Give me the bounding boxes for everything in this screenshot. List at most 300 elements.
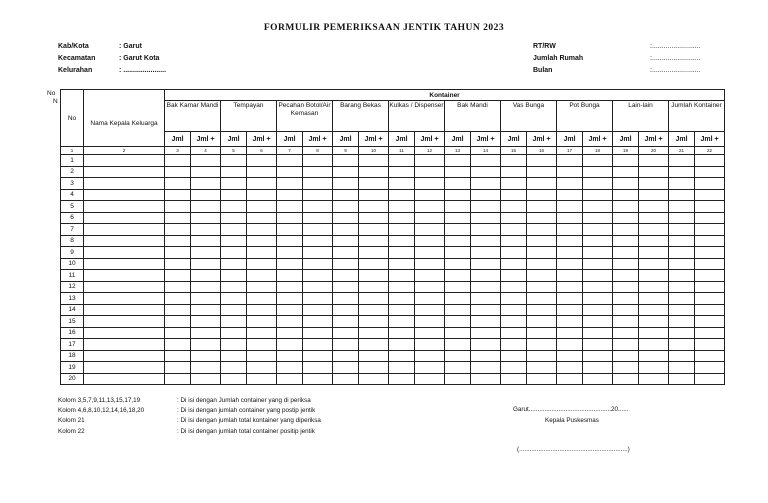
count-cell[interactable] [221,281,247,293]
count-cell[interactable] [247,224,277,236]
count-cell[interactable] [471,189,501,201]
count-cell[interactable] [695,212,725,224]
count-cell[interactable] [639,224,669,236]
count-cell[interactable] [333,155,359,167]
count-cell[interactable] [527,373,557,385]
count-cell[interactable] [247,189,277,201]
count-cell[interactable] [527,304,557,316]
count-cell[interactable] [277,258,303,270]
count-cell[interactable] [695,247,725,259]
count-cell[interactable] [471,293,501,305]
count-cell[interactable] [247,327,277,339]
name-cell[interactable] [84,270,165,282]
count-cell[interactable] [303,293,333,305]
count-cell[interactable] [695,224,725,236]
count-cell[interactable] [359,247,389,259]
count-cell[interactable] [277,155,303,167]
count-cell[interactable] [277,373,303,385]
count-cell[interactable] [389,212,415,224]
count-cell[interactable] [583,362,613,374]
count-cell[interactable] [527,350,557,362]
count-cell[interactable] [191,201,221,213]
count-cell[interactable] [359,281,389,293]
count-cell[interactable] [639,281,669,293]
count-cell[interactable] [613,350,639,362]
count-cell[interactable] [277,362,303,374]
count-cell[interactable] [501,155,527,167]
count-cell[interactable] [695,339,725,351]
count-cell[interactable] [277,201,303,213]
count-cell[interactable] [415,178,445,190]
count-cell[interactable] [389,178,415,190]
count-cell[interactable] [613,224,639,236]
count-cell[interactable] [165,201,191,213]
count-cell[interactable] [165,212,191,224]
count-cell[interactable] [277,178,303,190]
count-cell[interactable] [333,350,359,362]
count-cell[interactable] [583,339,613,351]
count-cell[interactable] [165,339,191,351]
count-cell[interactable] [669,293,695,305]
count-cell[interactable] [247,178,277,190]
count-cell[interactable] [445,304,471,316]
count-cell[interactable] [471,339,501,351]
count-cell[interactable] [191,362,221,374]
count-cell[interactable] [277,224,303,236]
count-cell[interactable] [277,235,303,247]
count-cell[interactable] [557,270,583,282]
count-cell[interactable] [471,166,501,178]
count-cell[interactable] [303,316,333,328]
count-cell[interactable] [389,201,415,213]
count-cell[interactable] [669,212,695,224]
count-cell[interactable] [191,304,221,316]
count-cell[interactable] [247,339,277,351]
count-cell[interactable] [613,155,639,167]
count-cell[interactable] [303,281,333,293]
count-cell[interactable] [527,293,557,305]
count-cell[interactable] [583,212,613,224]
count-cell[interactable] [389,373,415,385]
count-cell[interactable] [669,350,695,362]
count-cell[interactable] [247,201,277,213]
count-cell[interactable] [415,362,445,374]
count-cell[interactable] [557,327,583,339]
count-cell[interactable] [303,362,333,374]
count-cell[interactable] [191,350,221,362]
count-cell[interactable] [191,189,221,201]
count-cell[interactable] [445,339,471,351]
count-cell[interactable] [501,281,527,293]
count-cell[interactable] [501,201,527,213]
count-cell[interactable] [471,327,501,339]
name-cell[interactable] [84,304,165,316]
count-cell[interactable] [445,189,471,201]
count-cell[interactable] [165,166,191,178]
count-cell[interactable] [191,178,221,190]
count-cell[interactable] [501,293,527,305]
count-cell[interactable] [557,293,583,305]
count-cell[interactable] [277,281,303,293]
count-cell[interactable] [613,293,639,305]
count-cell[interactable] [221,201,247,213]
count-cell[interactable] [669,316,695,328]
count-cell[interactable] [669,201,695,213]
count-cell[interactable] [695,178,725,190]
count-cell[interactable] [639,212,669,224]
count-cell[interactable] [333,304,359,316]
count-cell[interactable] [613,316,639,328]
name-cell[interactable] [84,201,165,213]
count-cell[interactable] [695,258,725,270]
count-cell[interactable] [471,247,501,259]
count-cell[interactable] [527,339,557,351]
count-cell[interactable] [389,258,415,270]
count-cell[interactable] [389,293,415,305]
name-cell[interactable] [84,155,165,167]
count-cell[interactable] [165,293,191,305]
count-cell[interactable] [501,316,527,328]
count-cell[interactable] [527,201,557,213]
count-cell[interactable] [191,316,221,328]
count-cell[interactable] [557,212,583,224]
count-cell[interactable] [695,270,725,282]
count-cell[interactable] [527,270,557,282]
count-cell[interactable] [445,281,471,293]
count-cell[interactable] [639,178,669,190]
count-cell[interactable] [333,327,359,339]
count-cell[interactable] [669,270,695,282]
count-cell[interactable] [639,373,669,385]
count-cell[interactable] [639,293,669,305]
count-cell[interactable] [277,247,303,259]
count-cell[interactable] [445,178,471,190]
count-cell[interactable] [613,327,639,339]
count-cell[interactable] [303,224,333,236]
count-cell[interactable] [165,362,191,374]
count-cell[interactable] [359,362,389,374]
count-cell[interactable] [445,316,471,328]
count-cell[interactable] [695,189,725,201]
count-cell[interactable] [557,224,583,236]
count-cell[interactable] [557,339,583,351]
name-cell[interactable] [84,373,165,385]
name-cell[interactable] [84,166,165,178]
count-cell[interactable] [333,178,359,190]
count-cell[interactable] [333,362,359,374]
count-cell[interactable] [669,235,695,247]
name-cell[interactable] [84,281,165,293]
count-cell[interactable] [471,201,501,213]
count-cell[interactable] [527,362,557,374]
count-cell[interactable] [415,281,445,293]
count-cell[interactable] [471,270,501,282]
name-cell[interactable] [84,189,165,201]
count-cell[interactable] [583,304,613,316]
count-cell[interactable] [191,212,221,224]
name-cell[interactable] [84,178,165,190]
count-cell[interactable] [415,258,445,270]
count-cell[interactable] [639,270,669,282]
count-cell[interactable] [333,316,359,328]
count-cell[interactable] [669,304,695,316]
name-cell[interactable] [84,350,165,362]
count-cell[interactable] [639,166,669,178]
count-cell[interactable] [583,155,613,167]
count-cell[interactable] [277,166,303,178]
count-cell[interactable] [669,258,695,270]
count-cell[interactable] [389,350,415,362]
count-cell[interactable] [695,373,725,385]
count-cell[interactable] [501,327,527,339]
count-cell[interactable] [303,201,333,213]
count-cell[interactable] [415,373,445,385]
count-cell[interactable] [221,316,247,328]
count-cell[interactable] [191,166,221,178]
count-cell[interactable] [501,212,527,224]
count-cell[interactable] [303,304,333,316]
count-cell[interactable] [389,270,415,282]
count-cell[interactable] [303,270,333,282]
count-cell[interactable] [613,270,639,282]
count-cell[interactable] [445,155,471,167]
count-cell[interactable] [527,178,557,190]
count-cell[interactable] [415,327,445,339]
count-cell[interactable] [277,189,303,201]
count-cell[interactable] [695,327,725,339]
count-cell[interactable] [471,281,501,293]
count-cell[interactable] [639,304,669,316]
count-cell[interactable] [247,293,277,305]
count-cell[interactable] [501,258,527,270]
count-cell[interactable] [613,373,639,385]
count-cell[interactable] [613,304,639,316]
count-cell[interactable] [333,189,359,201]
count-cell[interactable] [613,258,639,270]
count-cell[interactable] [333,235,359,247]
count-cell[interactable] [613,281,639,293]
count-cell[interactable] [669,281,695,293]
count-cell[interactable] [359,189,389,201]
count-cell[interactable] [583,327,613,339]
count-cell[interactable] [221,350,247,362]
count-cell[interactable] [247,258,277,270]
count-cell[interactable] [191,155,221,167]
count-cell[interactable] [333,224,359,236]
count-cell[interactable] [557,258,583,270]
count-cell[interactable] [247,247,277,259]
count-cell[interactable] [415,155,445,167]
count-cell[interactable] [191,373,221,385]
count-cell[interactable] [583,293,613,305]
count-cell[interactable] [221,373,247,385]
count-cell[interactable] [303,350,333,362]
count-cell[interactable] [277,316,303,328]
count-cell[interactable] [277,339,303,351]
count-cell[interactable] [359,327,389,339]
count-cell[interactable] [445,201,471,213]
count-cell[interactable] [583,189,613,201]
count-cell[interactable] [359,166,389,178]
count-cell[interactable] [471,362,501,374]
count-cell[interactable] [389,304,415,316]
count-cell[interactable] [583,224,613,236]
count-cell[interactable] [389,235,415,247]
count-cell[interactable] [247,281,277,293]
count-cell[interactable] [613,247,639,259]
count-cell[interactable] [303,155,333,167]
count-cell[interactable] [165,235,191,247]
count-cell[interactable] [191,224,221,236]
count-cell[interactable] [695,235,725,247]
count-cell[interactable] [445,166,471,178]
count-cell[interactable] [613,166,639,178]
count-cell[interactable] [415,293,445,305]
count-cell[interactable] [303,373,333,385]
count-cell[interactable] [639,155,669,167]
count-cell[interactable] [445,270,471,282]
count-cell[interactable] [557,350,583,362]
name-cell[interactable] [84,247,165,259]
count-cell[interactable] [527,281,557,293]
count-cell[interactable] [221,362,247,374]
count-cell[interactable] [333,293,359,305]
count-cell[interactable] [415,235,445,247]
count-cell[interactable] [471,350,501,362]
count-cell[interactable] [389,281,415,293]
count-cell[interactable] [527,212,557,224]
count-cell[interactable] [359,235,389,247]
count-cell[interactable] [669,224,695,236]
count-cell[interactable] [415,304,445,316]
count-cell[interactable] [165,281,191,293]
count-cell[interactable] [221,224,247,236]
count-cell[interactable] [221,178,247,190]
count-cell[interactable] [669,189,695,201]
count-cell[interactable] [471,212,501,224]
count-cell[interactable] [501,304,527,316]
count-cell[interactable] [583,235,613,247]
count-cell[interactable] [445,258,471,270]
count-cell[interactable] [389,339,415,351]
count-cell[interactable] [669,373,695,385]
count-cell[interactable] [303,327,333,339]
count-cell[interactable] [415,316,445,328]
count-cell[interactable] [221,189,247,201]
count-cell[interactable] [359,201,389,213]
count-cell[interactable] [639,235,669,247]
name-cell[interactable] [84,258,165,270]
count-cell[interactable] [221,327,247,339]
count-cell[interactable] [445,362,471,374]
count-cell[interactable] [501,270,527,282]
count-cell[interactable] [221,235,247,247]
count-cell[interactable] [501,189,527,201]
count-cell[interactable] [695,293,725,305]
name-cell[interactable] [84,293,165,305]
count-cell[interactable] [527,327,557,339]
count-cell[interactable] [389,224,415,236]
count-cell[interactable] [445,212,471,224]
count-cell[interactable] [165,373,191,385]
count-cell[interactable] [557,304,583,316]
count-cell[interactable] [303,258,333,270]
count-cell[interactable] [221,304,247,316]
count-cell[interactable] [527,155,557,167]
count-cell[interactable] [501,224,527,236]
count-cell[interactable] [415,166,445,178]
count-cell[interactable] [527,189,557,201]
count-cell[interactable] [583,316,613,328]
count-cell[interactable] [557,189,583,201]
count-cell[interactable] [359,350,389,362]
count-cell[interactable] [191,327,221,339]
count-cell[interactable] [695,166,725,178]
count-cell[interactable] [527,224,557,236]
count-cell[interactable] [303,212,333,224]
count-cell[interactable] [221,166,247,178]
count-cell[interactable] [247,212,277,224]
count-cell[interactable] [695,316,725,328]
count-cell[interactable] [165,247,191,259]
count-cell[interactable] [669,166,695,178]
count-cell[interactable] [165,316,191,328]
count-cell[interactable] [303,235,333,247]
name-cell[interactable] [84,224,165,236]
count-cell[interactable] [191,270,221,282]
count-cell[interactable] [527,166,557,178]
count-cell[interactable] [669,327,695,339]
count-cell[interactable] [415,224,445,236]
count-cell[interactable] [639,201,669,213]
count-cell[interactable] [333,166,359,178]
count-cell[interactable] [415,247,445,259]
count-cell[interactable] [221,270,247,282]
count-cell[interactable] [639,316,669,328]
count-cell[interactable] [695,362,725,374]
count-cell[interactable] [221,155,247,167]
count-cell[interactable] [359,224,389,236]
count-cell[interactable] [165,327,191,339]
count-cell[interactable] [247,373,277,385]
count-cell[interactable] [191,247,221,259]
name-cell[interactable] [84,212,165,224]
count-cell[interactable] [557,362,583,374]
count-cell[interactable] [415,189,445,201]
count-cell[interactable] [695,155,725,167]
name-cell[interactable] [84,316,165,328]
count-cell[interactable] [165,350,191,362]
count-cell[interactable] [221,339,247,351]
count-cell[interactable] [445,373,471,385]
count-cell[interactable] [333,281,359,293]
count-cell[interactable] [333,201,359,213]
count-cell[interactable] [333,258,359,270]
count-cell[interactable] [247,304,277,316]
count-cell[interactable] [613,235,639,247]
count-cell[interactable] [669,247,695,259]
count-cell[interactable] [303,166,333,178]
count-cell[interactable] [359,270,389,282]
count-cell[interactable] [471,224,501,236]
count-cell[interactable] [191,235,221,247]
count-cell[interactable] [695,201,725,213]
count-cell[interactable] [165,224,191,236]
count-cell[interactable] [557,235,583,247]
count-cell[interactable] [247,316,277,328]
count-cell[interactable] [389,189,415,201]
count-cell[interactable] [639,339,669,351]
